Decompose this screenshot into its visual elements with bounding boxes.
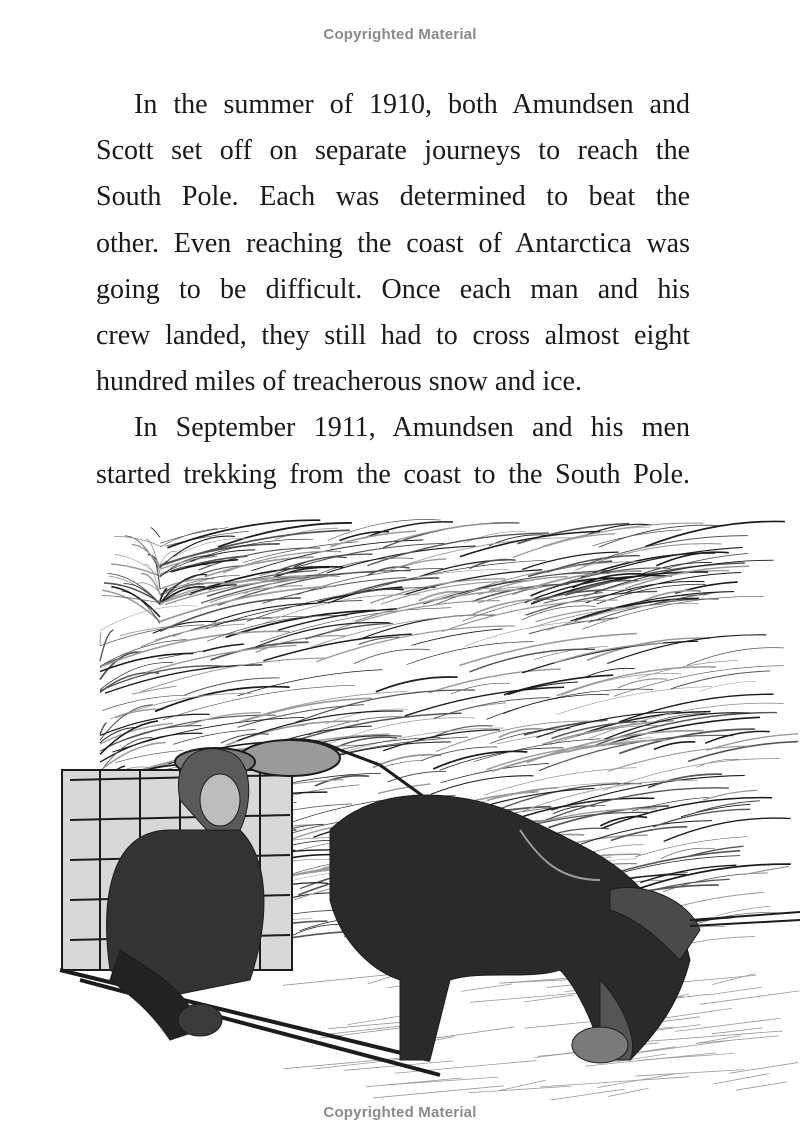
wind-stroke (402, 559, 447, 567)
wind-stroke (100, 625, 204, 646)
wind-stroke (102, 695, 186, 710)
ground-stroke (698, 1036, 779, 1043)
text-line: Scott set off on separate journeys to reach the (96, 135, 690, 167)
wind-stroke (503, 695, 609, 714)
wind-stroke (212, 603, 317, 622)
ground-stroke (664, 1008, 732, 1018)
wind-stroke (355, 589, 536, 621)
wind-stroke (376, 677, 458, 692)
wind-stroke (542, 527, 651, 547)
copyright-watermark-bottom: Copyrighted Material (323, 1104, 477, 1121)
text-line: South Pole. Each was determined to beat the (96, 181, 690, 213)
ground-stroke (736, 1082, 787, 1090)
ground-stroke (366, 1078, 462, 1087)
wind-stroke (327, 546, 476, 573)
ground-stroke (468, 1086, 571, 1093)
snow-ground (283, 972, 799, 1100)
wind-stroke (469, 560, 515, 569)
ground-stroke (540, 1077, 689, 1087)
wind-stroke (434, 698, 550, 719)
wind-stroke (663, 873, 768, 892)
wind-stroke (611, 827, 688, 841)
ground-stroke (537, 1089, 624, 1100)
wind-stroke (367, 533, 548, 566)
wind-stroke (681, 804, 751, 817)
text-line: In the summer of 1910, both Amundsen and (134, 89, 690, 120)
wind-stroke (100, 630, 113, 661)
wind-stroke (450, 703, 506, 713)
wind-stroke (114, 537, 160, 546)
wind-stroke (275, 528, 338, 539)
wind-stroke (102, 595, 160, 603)
paragraph-1 (96, 82, 690, 405)
sketch-illustration-blizzard-sled (0, 500, 800, 1100)
wind-stroke (429, 669, 561, 693)
rope-line (690, 912, 800, 926)
wind-stroke (100, 633, 101, 645)
wind-stroke (100, 666, 224, 691)
body-text (96, 82, 690, 498)
ground-stroke (713, 1074, 769, 1084)
wind-stroke (688, 742, 798, 762)
wind-stroke (406, 642, 533, 665)
copyright-watermark-top: Copyrighted Material (323, 26, 477, 43)
ground-stroke (706, 987, 761, 995)
text-line: started trekking from the coast to the South Pole. (96, 458, 690, 490)
wind-stroke (433, 751, 527, 768)
ground-stroke (730, 1063, 798, 1074)
wind-stroke (100, 606, 198, 631)
wind-stroke (469, 649, 595, 672)
wind-stroke (600, 817, 647, 826)
wind-stroke (603, 759, 781, 791)
ground-stroke (675, 1018, 780, 1031)
ground-stroke (700, 991, 799, 1004)
wind-stroke (464, 621, 605, 646)
wind-stroke (699, 681, 756, 691)
wind-stroke (100, 652, 141, 679)
wind-stroke (160, 528, 217, 546)
ground-stroke (634, 1041, 730, 1054)
text-line: In September 1911, Amundsen and his men (134, 412, 690, 444)
ground-stroke (428, 1027, 514, 1039)
paragraph-2 (96, 405, 690, 497)
wind-stroke (654, 742, 695, 750)
wind-stroke (151, 527, 160, 537)
wind-stroke (504, 675, 613, 695)
wind-stroke (203, 644, 244, 651)
text-line: crew landed, they still had to cross almost eight (96, 320, 690, 352)
ground-stroke (608, 1088, 649, 1096)
wind-stroke (635, 837, 747, 857)
wind-stroke (743, 866, 789, 874)
wind-stroke (354, 649, 431, 664)
wind-stroke (653, 809, 750, 826)
wind-stroke (237, 670, 382, 696)
ground-stroke (461, 984, 512, 992)
ground-stroke (712, 974, 755, 985)
wind-stroke (580, 821, 712, 845)
text-line: other. Even reaching the coast of Antarctica was (96, 227, 690, 259)
ground-stroke (635, 1070, 744, 1076)
wind-stroke (411, 629, 502, 645)
wind-stroke (687, 648, 784, 666)
wind-stroke (378, 784, 430, 793)
wind-stroke (155, 687, 290, 712)
wind-stroke (207, 616, 348, 642)
wind-stroke (618, 679, 668, 688)
wind-stroke (146, 645, 297, 672)
text-line: hundred miles of treacherous snow and ice. (96, 366, 582, 398)
wind-stroke (100, 673, 159, 693)
text-line: going to be difficult. Once each man and his (96, 273, 690, 305)
wind-stroke (671, 671, 771, 689)
wind-stroke (122, 591, 160, 623)
wind-stroke (111, 564, 160, 576)
